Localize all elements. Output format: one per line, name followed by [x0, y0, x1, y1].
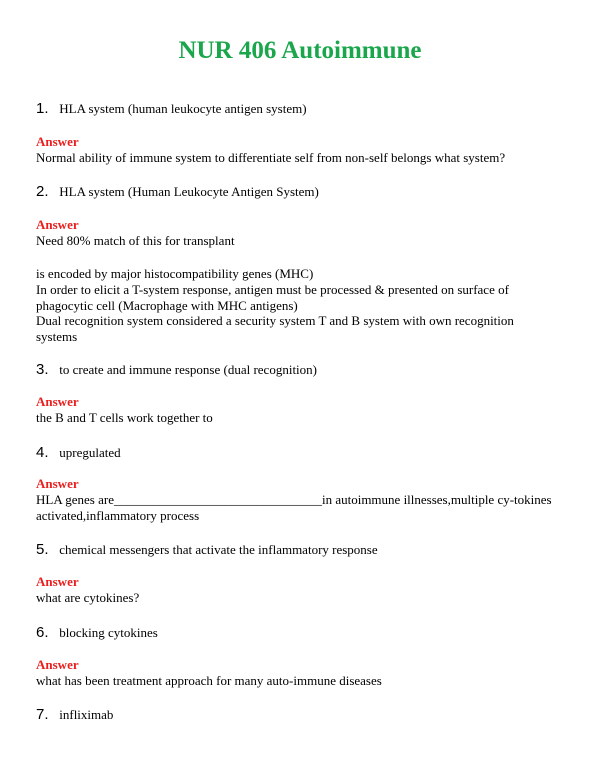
answer-label: Answer: [36, 657, 79, 672]
question-text: HLA system (Human Leukocyte Antigen System): [59, 184, 319, 199]
answer-label: Answer: [36, 476, 79, 491]
question-4: [36, 445, 121, 461]
question-1: [36, 101, 307, 117]
answer-text: HLA genes are________________________________in autoimmune illnesses,multiple cy-tokines activated,inflammatory process: [36, 492, 552, 523]
question-3: [36, 362, 317, 378]
question-number: 1.: [36, 100, 49, 117]
question-number: 2.: [36, 183, 49, 200]
question-text: infliximab: [59, 707, 114, 722]
answer-text: Normal ability of immune system to differentiate self from non-self belongs what system?: [36, 150, 506, 165]
note-paragraph: is encoded by major histocompatibility genes (MHC): [36, 266, 314, 281]
question-6: [36, 625, 158, 641]
question-text: to create and immune response (dual recognition): [59, 362, 317, 377]
answer-label: Answer: [36, 574, 79, 589]
question-number: 5.: [36, 541, 49, 558]
question-text: HLA system (human leukocyte antigen system): [59, 101, 307, 116]
answer-label: Answer: [36, 394, 79, 409]
answer-text: what has been treatment approach for many auto-immune diseases: [36, 673, 382, 688]
question-number: 3.: [36, 361, 49, 378]
document-title: NUR 406 Autoimmune: [178, 37, 422, 64]
note-paragraph: Dual recognition system considered a security system T and B system with own recognition systems: [36, 313, 514, 344]
answer-label: Answer: [36, 134, 79, 149]
answer-text: what are cytokines?: [36, 590, 140, 605]
note-paragraph: In order to elicit a T-system response, antigen must be processed & presented on surface of phagocytic cell (Macrophage with MHC antigens): [36, 282, 509, 313]
answer-label: Answer: [36, 217, 79, 232]
question-text: chemical messengers that activate the inflammatory response: [59, 542, 378, 557]
question-5: [36, 542, 378, 558]
question-text: blocking cytokines: [59, 625, 158, 640]
question-number: 6.: [36, 624, 49, 641]
question-number: 4.: [36, 444, 49, 461]
answer-text: the B and T cells work together to: [36, 410, 213, 425]
question-2: [36, 184, 319, 200]
question-7: [36, 707, 113, 723]
question-number: 7.: [36, 706, 49, 723]
answer-text: Need 80% match of this for transplant: [36, 233, 235, 248]
question-text: upregulated: [59, 445, 121, 460]
